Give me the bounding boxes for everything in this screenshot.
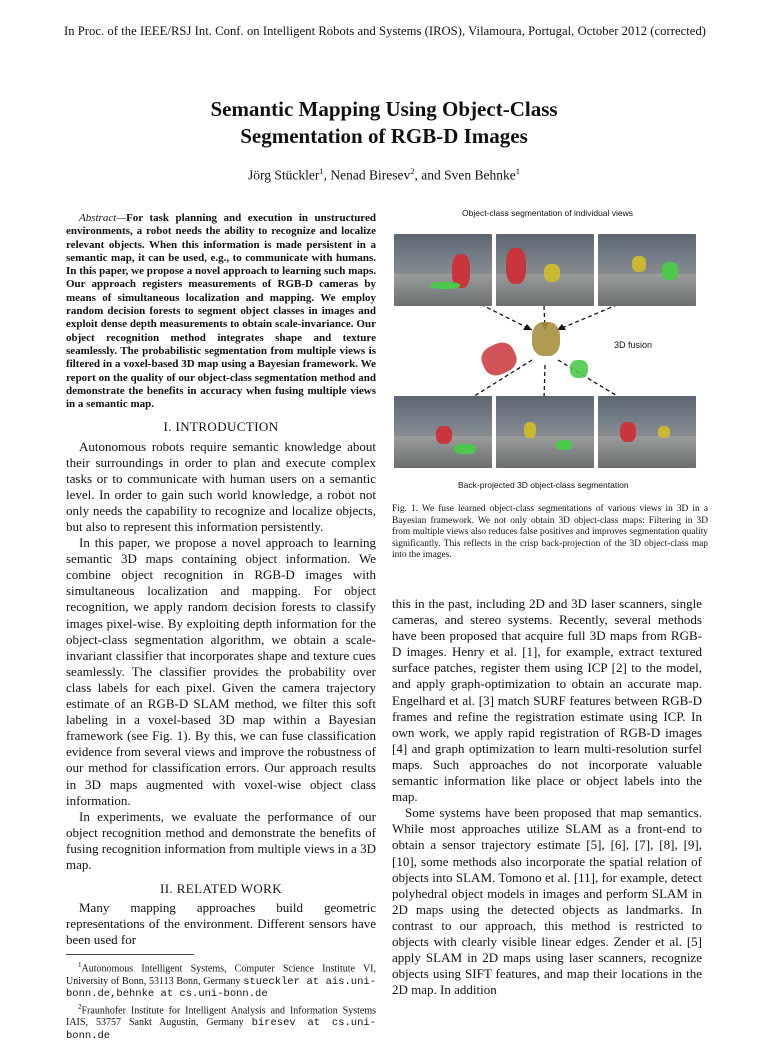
segment-yellow xyxy=(524,422,536,438)
view-image-3 xyxy=(598,234,696,306)
segment-red xyxy=(436,426,452,444)
footnote-1 xyxy=(66,959,376,1000)
footnote-1-text: Autonomous Intelligent Systems, Computer Science Institute VI, University of Bonn, 53113 Bonn, Germany xyxy=(66,963,376,988)
abstract xyxy=(66,212,376,411)
related-work-paragraph-2: Some systems have been proposed that map semantics. While most approaches utilize SLAM as a front-end to obtain a sensor trajectory estimate [5], [6], [7], [8], [9], [10], some methods also incorporate the spatial relation of objects into SLAM. Tomono et al. [11], for example, detect polyhedral object models in images and perform SLAM in 2D maps using the detected objects as landmarks. In contrast to our approach, this method is restricted to objects with clearly visible linear edges. Zender et al. [5] apply SLAM in 2D maps using laser scanners, recognize objects using SIFT features, and map their locations in the 2D map. In addition xyxy=(392,805,702,998)
footnote-2-text: Fraunhofer Institute for Intelligent Analysis and Information Systems IAIS, 53757 Sankt Augustin, Germany xyxy=(66,1005,376,1029)
view-image-5 xyxy=(496,396,594,468)
author-3: Sven Behnke xyxy=(444,167,516,183)
intro-paragraph-3: In experiments, we evaluate the performance of our object recognition method and demonstrate the benefits of fusing recognition information from multiple views in a 3D map. xyxy=(66,808,376,872)
segment-green xyxy=(556,440,572,450)
paper-title xyxy=(84,96,684,150)
fused-cloud-yellow xyxy=(532,322,560,356)
title-line-1: Semantic Mapping Using Object-Class xyxy=(210,97,558,121)
right-column xyxy=(392,596,702,998)
related-work-continued: this in the past, including 2D and 3D laser scanners, single cameras, and stereo systems. Recently, several methods have been proposed that acquire full 3D maps from RGB-D images. Henry et al. [1], for example, extract textured surface patches, register them using ICP [2] to the model, and apply graph-optimization to obtain an accurate map. Engelhard et al. [3] match SURF features between RGB-D frames and refine the registration estimate using ICP. In own work, we apply rapid registration of RGB-D images [4] and graph optimization to learn multi-resolution surfel maps. Such approaches do not incorporate valuable semantic information like place or object labels into the map. xyxy=(392,596,702,805)
table-surface xyxy=(598,436,696,468)
abstract-text: For task planning and execution in unstructured environments, a robot needs the ability to recognize and localize relevant objects. When this information is made persistent in a semantic map, it can be used, e.g., to communicate with humans. In this paper, we propose a novel approach to learning such maps. Our approach registers measurements of RGB-D cameras by means of simultaneous localization and mapping. We employ random decision forests to segment object classes in images and exploit dense depth measurements to obtain scale-invariance. Our object recognition method integrates shape and texture seamlessly. The probabilistic segmentation from multiple views is filtered in a voxel-based 3D map using a Bayesian framework. We report on the quality of our object-class segmentation method and demonstrate the benefits in accuracy when fusing multiple views in a semantic map. xyxy=(66,212,376,411)
segment-green xyxy=(454,444,476,454)
section-2-heading: II. RELATED WORK xyxy=(159,881,283,897)
segment-red xyxy=(620,422,636,442)
section-1-heading: I. INTRODUCTION xyxy=(163,419,279,435)
table-surface xyxy=(598,274,696,306)
author-1: Jörg Stückler xyxy=(248,167,320,183)
figure-label-bottom: Back-projected 3D object-class segmentation xyxy=(458,480,629,490)
table-surface xyxy=(496,436,594,468)
segment-green xyxy=(430,282,460,289)
arrow-view-5 xyxy=(544,365,545,400)
segment-green xyxy=(662,262,678,280)
running-header: In Proc. of the IEEE/RSJ Int. Conf. on Intelligent Robots and Systems (IROS), Vilamoura, Portugal, October 2012 (corrected) xyxy=(63,24,707,38)
author-2: Nenad Biresev xyxy=(330,167,411,183)
author-separator: , and xyxy=(414,167,445,183)
title-line-2: Segmentation of RGB-D Images xyxy=(240,124,528,148)
figure-label-top: Object-class segmentation of individual views xyxy=(462,208,634,218)
table-surface xyxy=(394,274,492,306)
footnote-1-mark: 1 xyxy=(78,961,82,970)
segment-red xyxy=(506,248,526,284)
view-image-4 xyxy=(394,396,492,468)
author-3-affiliation: 1 xyxy=(515,166,520,176)
figure-label-mid: 3D fusion xyxy=(614,340,653,350)
figure-1 xyxy=(392,200,708,500)
author-1-affiliation: 1 xyxy=(319,166,324,176)
intro-paragraph-1: Autonomous robots require semantic knowledge about their surroundings in order to plan and execute complex tasks or to communicate with human users on a semantic level. In order to gain such world knowledge, a robot not only needs the capability to recognize and localize objects, but also to represent this information persistently. xyxy=(66,438,376,535)
author-list xyxy=(84,166,684,184)
segment-yellow xyxy=(632,256,646,272)
segment-yellow xyxy=(544,264,560,282)
arrowhead-icon xyxy=(523,324,532,330)
author-2-affiliation: 2 xyxy=(410,166,415,176)
footnote-1-email: stueckler at ais.uni-bonn.de,behnke at cs.uni-bonn.de xyxy=(66,976,376,1001)
abstract-label: Abstract— xyxy=(79,212,127,224)
intro-paragraph-2: In this paper, we propose a novel approach to learning semantic 3D maps containing object information. We combine object recognition in RGB-D images with simultaneous localization and mapping. For object recognition, we apply random decision forests to classify images pixel-wise. By exploiting depth information for the object-class segmentation algorithm, we obtain a scale-invariant classifier that incorporates shape and texture cues seamlessly. The classifier provides the probability over class labels for each pixel. Given the camera trajectory estimate of an RGB-D SLAM method, we filter this soft labeling in a voxel-based 3D map within a Bayesian framework (see Fig. 1). By this, we can fuse classification evidence from several views and improve the robustness of our method for classification errors. Our approach results in 3D maps augmented with voxel-wise object class information. xyxy=(66,535,376,808)
related-work-paragraph-1: Many mapping approaches build geometric representations of the environment. Different sensors have been used for xyxy=(66,900,376,948)
segment-yellow xyxy=(658,426,670,438)
author-separator: , xyxy=(323,167,331,183)
footnote-divider xyxy=(66,954,194,955)
arrow-view-3 xyxy=(557,302,624,330)
footnote-2-mark: 2 xyxy=(78,1002,82,1011)
left-column xyxy=(66,212,376,1042)
view-image-6 xyxy=(598,396,696,468)
fused-cloud-green xyxy=(570,360,588,378)
view-image-2 xyxy=(496,234,594,306)
figure-1-caption: Fig. 1. We fuse learned object-class segmentations of various views in 3D in a Bayesian framework. We not only obtain 3D object-class maps: Filtering in 3D from multiple views also reduces false positives and improves segmentation quality significantly. This reflects in the crisp back-projection of the 3D object-class map into the images. xyxy=(392,504,708,560)
footnote-2 xyxy=(66,1001,376,1042)
footnote-2-email: biresev at cs.uni-bonn.de xyxy=(66,1017,377,1042)
view-image-1 xyxy=(394,234,492,306)
